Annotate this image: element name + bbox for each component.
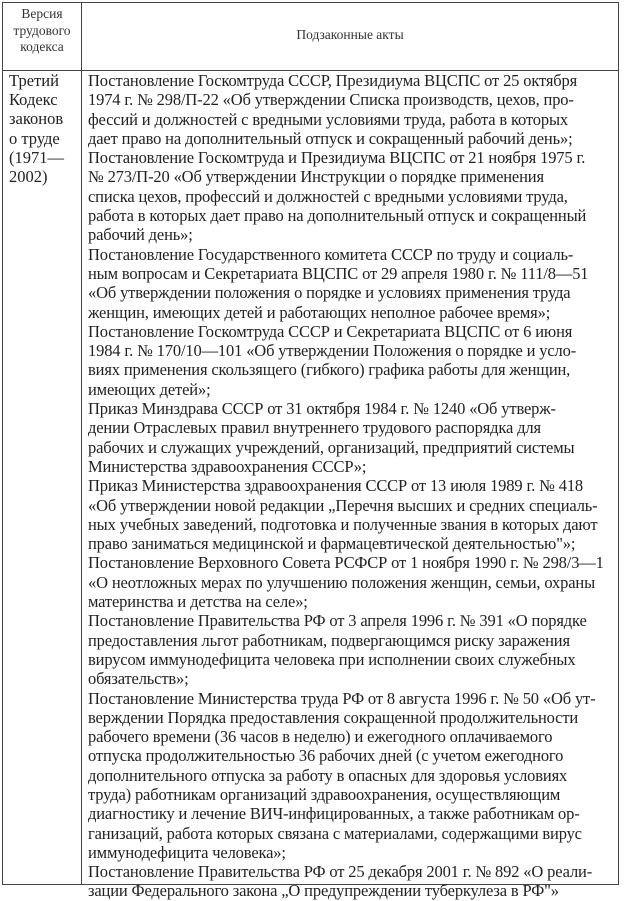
- act-line: Постановление Верховного Совета РСФСР от 1 ноября 1990 г. № 298/3—1: [88, 553, 604, 573]
- acts-cell: [88, 71, 614, 901]
- act-entry: [88, 322, 614, 399]
- header-version-line: Версия: [21, 6, 63, 21]
- act-line: зации Федерального закона „О предупреждении туберкулеза в РФ"»: [88, 881, 559, 901]
- act-line: Постановление Правительства РФ от 3 апреля 1996 г. № 391 «О порядке: [88, 611, 587, 631]
- version-cell: [9, 71, 64, 186]
- version-line: законов: [9, 109, 64, 129]
- column-divider: [81, 3, 82, 884]
- act-line: Приказ Министерства здравоохранения СССР от 13 июля 1989 г. № 418: [88, 476, 584, 496]
- act-line: списка цехов, профессий и должностей с вредными условиями труда,: [88, 186, 568, 206]
- version-line: Третий: [9, 71, 59, 90]
- act-line: диагностику и лечение ВИЧ-инфицированных, а также работникам ор-: [88, 804, 580, 824]
- act-line: работа в которых дает право на дополнительный отпуск и сокращенный: [88, 206, 587, 226]
- act-line: ных учебных заведений, подготовка и полученные звания в которых дают: [88, 514, 598, 534]
- act-line: материнства и детства на селе»;: [88, 592, 308, 612]
- act-line: право заниматься медицинской и фармацевтической деятельностью"»;: [88, 534, 576, 554]
- act-line: «Об утверждении положения о порядке и условиях применения труда: [88, 283, 571, 303]
- act-line: фессий и должностей с вредными условиями труда, работа в которых: [88, 109, 568, 129]
- act-entry: [88, 611, 614, 688]
- act-line: 1974 г. № 298/П-22 «Об утверждении Списка производств, цехов, про-: [88, 90, 574, 110]
- act-line: рабочий день»;: [88, 225, 193, 245]
- header-version-line: трудового: [13, 22, 71, 38]
- header-version: [3, 6, 81, 56]
- act-entry: [88, 476, 614, 553]
- act-line: обязательств»;: [88, 669, 189, 689]
- legislation-table: [2, 2, 619, 901]
- act-line: дает право на дополнительный отпуск и сокращенный рабочий день»;: [88, 128, 573, 148]
- act-line: Постановление Министерства труда РФ от 8 августа 1996 г. № 50 «Об ут-: [88, 688, 596, 708]
- act-line: «Об утверждении новой редакции „Перечня высших и средних специаль-: [88, 495, 598, 515]
- act-line: вирусом иммунодефицита человека при исполнении своих служебных: [88, 649, 576, 669]
- act-line: ным вопросам и Секретариата ВЦСПС от 29 апреля 1980 г. № 111/8—51: [88, 263, 589, 283]
- act-line: Приказ Минздрава СССР от 31 октября 1984 г. № 1240 «Об утверж-: [88, 399, 556, 419]
- act-line: 1984 г. № 170/10—101 «Об утверждении Положения о порядке и усло-: [88, 341, 577, 361]
- header-version-line: кодекса: [20, 39, 64, 54]
- act-line: предоставления льгот работникам, подвергающимся риску заражения: [88, 630, 570, 650]
- act-line: Министерства здравоохранения СССР»;: [88, 456, 367, 476]
- act-line: Постановление Госкомтруда СССР и Секретариата ВЦСПС от 6 июня: [88, 321, 573, 341]
- version-line: Кодекс: [9, 90, 58, 110]
- act-entry: [88, 862, 614, 901]
- version-line: (1971—: [9, 147, 64, 167]
- act-line: женщин, имеющих детей и работающих неполное рабочее время»;: [88, 302, 551, 322]
- act-line: труда) работникам организаций здравоохранения, осуществляющим: [88, 784, 561, 804]
- act-line: иммунодефицита человека»;: [88, 842, 286, 862]
- act-line: имеющих детей»;: [88, 379, 211, 399]
- act-line: ганизаций, работа которых связана с материалами, содержащими вирус: [88, 823, 582, 843]
- act-line: № 273/П-20 «Об утверждении Инструкции о порядке применения: [88, 167, 544, 187]
- act-line: Постановление Госкомтруда СССР, Президиума ВЦСПС от 25 октября: [88, 71, 578, 90]
- version-line: 2002): [9, 167, 48, 187]
- act-line: рабочих и служащих учреждений, организаций, предприятий системы: [88, 437, 575, 457]
- act-entry: [88, 71, 614, 148]
- act-line: виях применения скользящего (гибкого) графика работы для женщин,: [88, 360, 571, 380]
- act-entry: [88, 689, 614, 863]
- act-entry: [88, 399, 614, 476]
- act-line: Постановление Госкомтруда и Президиума ВЦСПС от 21 ноября 1975 г.: [88, 148, 586, 168]
- act-line: дении Отраслевых правил внутреннего трудового распорядка для: [88, 418, 541, 438]
- act-line: дополнительного отпуска за работу в опасных для здоровья условиях: [88, 765, 568, 785]
- act-line: отпуска продолжительностью 36 рабочих дней (с учетом ежегодного: [88, 746, 564, 766]
- act-line: Постановление Правительства РФ от 25 декабря 2001 г. № 892 «О реали-: [88, 862, 593, 882]
- header-acts: Подзаконные акты: [296, 27, 404, 42]
- act-entry: [88, 553, 614, 611]
- act-line: Постановление Государственного комитета СССР по труду и социаль-: [88, 244, 574, 264]
- act-line: верждении Порядка предоставления сокращенной продолжительности: [88, 707, 579, 727]
- act-entry: [88, 148, 614, 244]
- act-line: «О неотложных мерах по улучшению положения женщин, семьи, охраны: [88, 572, 596, 592]
- act-entry: [88, 245, 614, 322]
- act-line: рабочего времени (36 часов в неделю) и ежегодного оплачиваемого: [88, 727, 553, 747]
- version-line: о труде: [9, 128, 60, 148]
